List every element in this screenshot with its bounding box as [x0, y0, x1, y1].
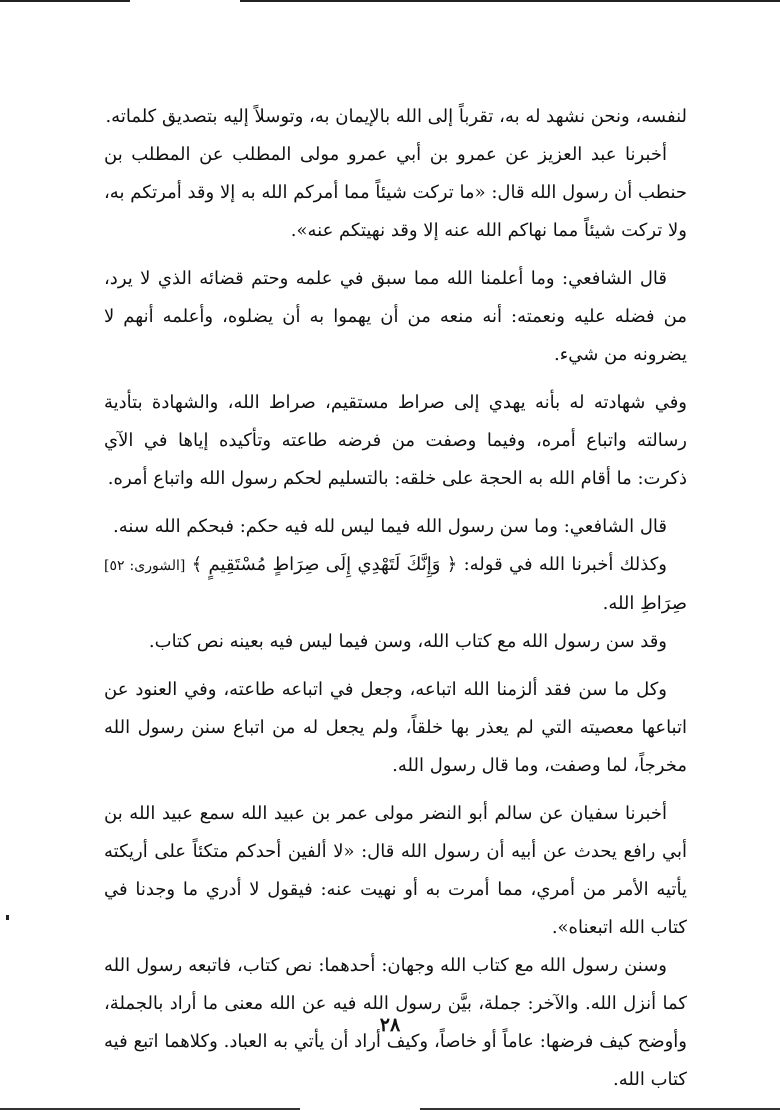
- paragraph: قال الشافعي: وما أعلمنا الله مما سبق في علمه وحتم قضائه الذي لا يرد، من فضله عليه ونعمته: أنه منعه من أن يهموا به أن يضلوه، وأعلمه أنهم لا يضرونه من شيء.: [104, 268, 687, 365]
- paragraph: وكل ما سن فقد ألزمنا الله اتباعه، وجعل في اتباعه طاعته، وفي العنود عن اتباعها معصيته التي لم يعذر بها خلقاً، ولم يجعل له من اتباع سنن رسول الله مخرجاً، لما وصفت، وما قال رسول الله.: [104, 679, 687, 776]
- paragraph-text-continued: صِرَاطِ الله.: [602, 593, 687, 614]
- paragraph: وقد سن رسول الله مع كتاب الله، وسن فيما ليس فيه بعينه نص كتاب.: [148, 631, 667, 652]
- paragraph: أخبرنا سفيان عن سالم أبو النضر مولى عمر بن عبيد الله سمع عبيد الله بن أبي رافع يحدث عن أبيه أن رسول الله قال: «لا ألفين أحدكم متكئاً على أريكته يأتيه الأمر من أمري، مما أمرت به أو نهيت عنه: فيقول لا أدري ما وجدنا في كتاب الله اتبعناه».: [104, 803, 687, 938]
- paragraph: وسنن رسول الله مع كتاب الله وجهان: أحدهما: نص كتاب، فاتبعه رسول الله كما أنزل الله. والآخر: جملة، بيَّن رسول الله فيه عن الله معنى ما أراد بالجملة، وأوضح كيف فرضها: عاماً أو خاصاً، وكيف أراد أن يأتي به العباد. وكلاهما اتبع فيه كتاب الله.: [104, 955, 687, 1090]
- quran-verse-paragraph: [104, 546, 687, 623]
- paragraph: أخبرنا عبد العزيز عن عمرو بن أبي عمرو مولى المطلب عن المطلب بن حنطب أن رسول الله قال: «ما تركت شيئاً مما أمركم الله به إلا وقد أمرتكم به، ولا تركت شيئاً مما نهاكم الله عنه إلا وقد نهيتكم عنه».: [104, 144, 687, 241]
- paragraph: قال الشافعي: وما سن رسول الله فيما ليس لله فيه حكم: فبحكم الله سنه.: [112, 516, 667, 537]
- paragraph: لنفسه، ونحن نشهد له به، تقرباً إلى الله بالإيمان به، وتوسلاً إليه بتصديق كلماته.: [105, 106, 687, 127]
- verse-reference: [الشورى: ٥٢]: [104, 558, 186, 574]
- paragraph-text: وكذلك أخبرنا الله في قوله: ﴿ وَإِنَّكَ لَتَهْدِي إِلَى صِرَاطٍ مُسْتَقِيمٍ ﴾: [191, 554, 667, 575]
- page-number: ٢٨: [379, 1014, 401, 1036]
- paragraph: وفي شهادته له بأنه يهدي إلى صراط مستقيم، صراط الله، والشهادة بتأدية رسالته واتباع أمره، وفيما وصفت من فرضه طاعته وتأكيده إياها في الآي ذكرت: ما أقام الله به الحجة على خلقه: بالتسليم لحكم رسول الله واتباع أمره.: [104, 392, 687, 489]
- page-body: [104, 98, 687, 1099]
- scan-speck: [6, 915, 9, 920]
- scan-top-edge: [0, 0, 780, 3]
